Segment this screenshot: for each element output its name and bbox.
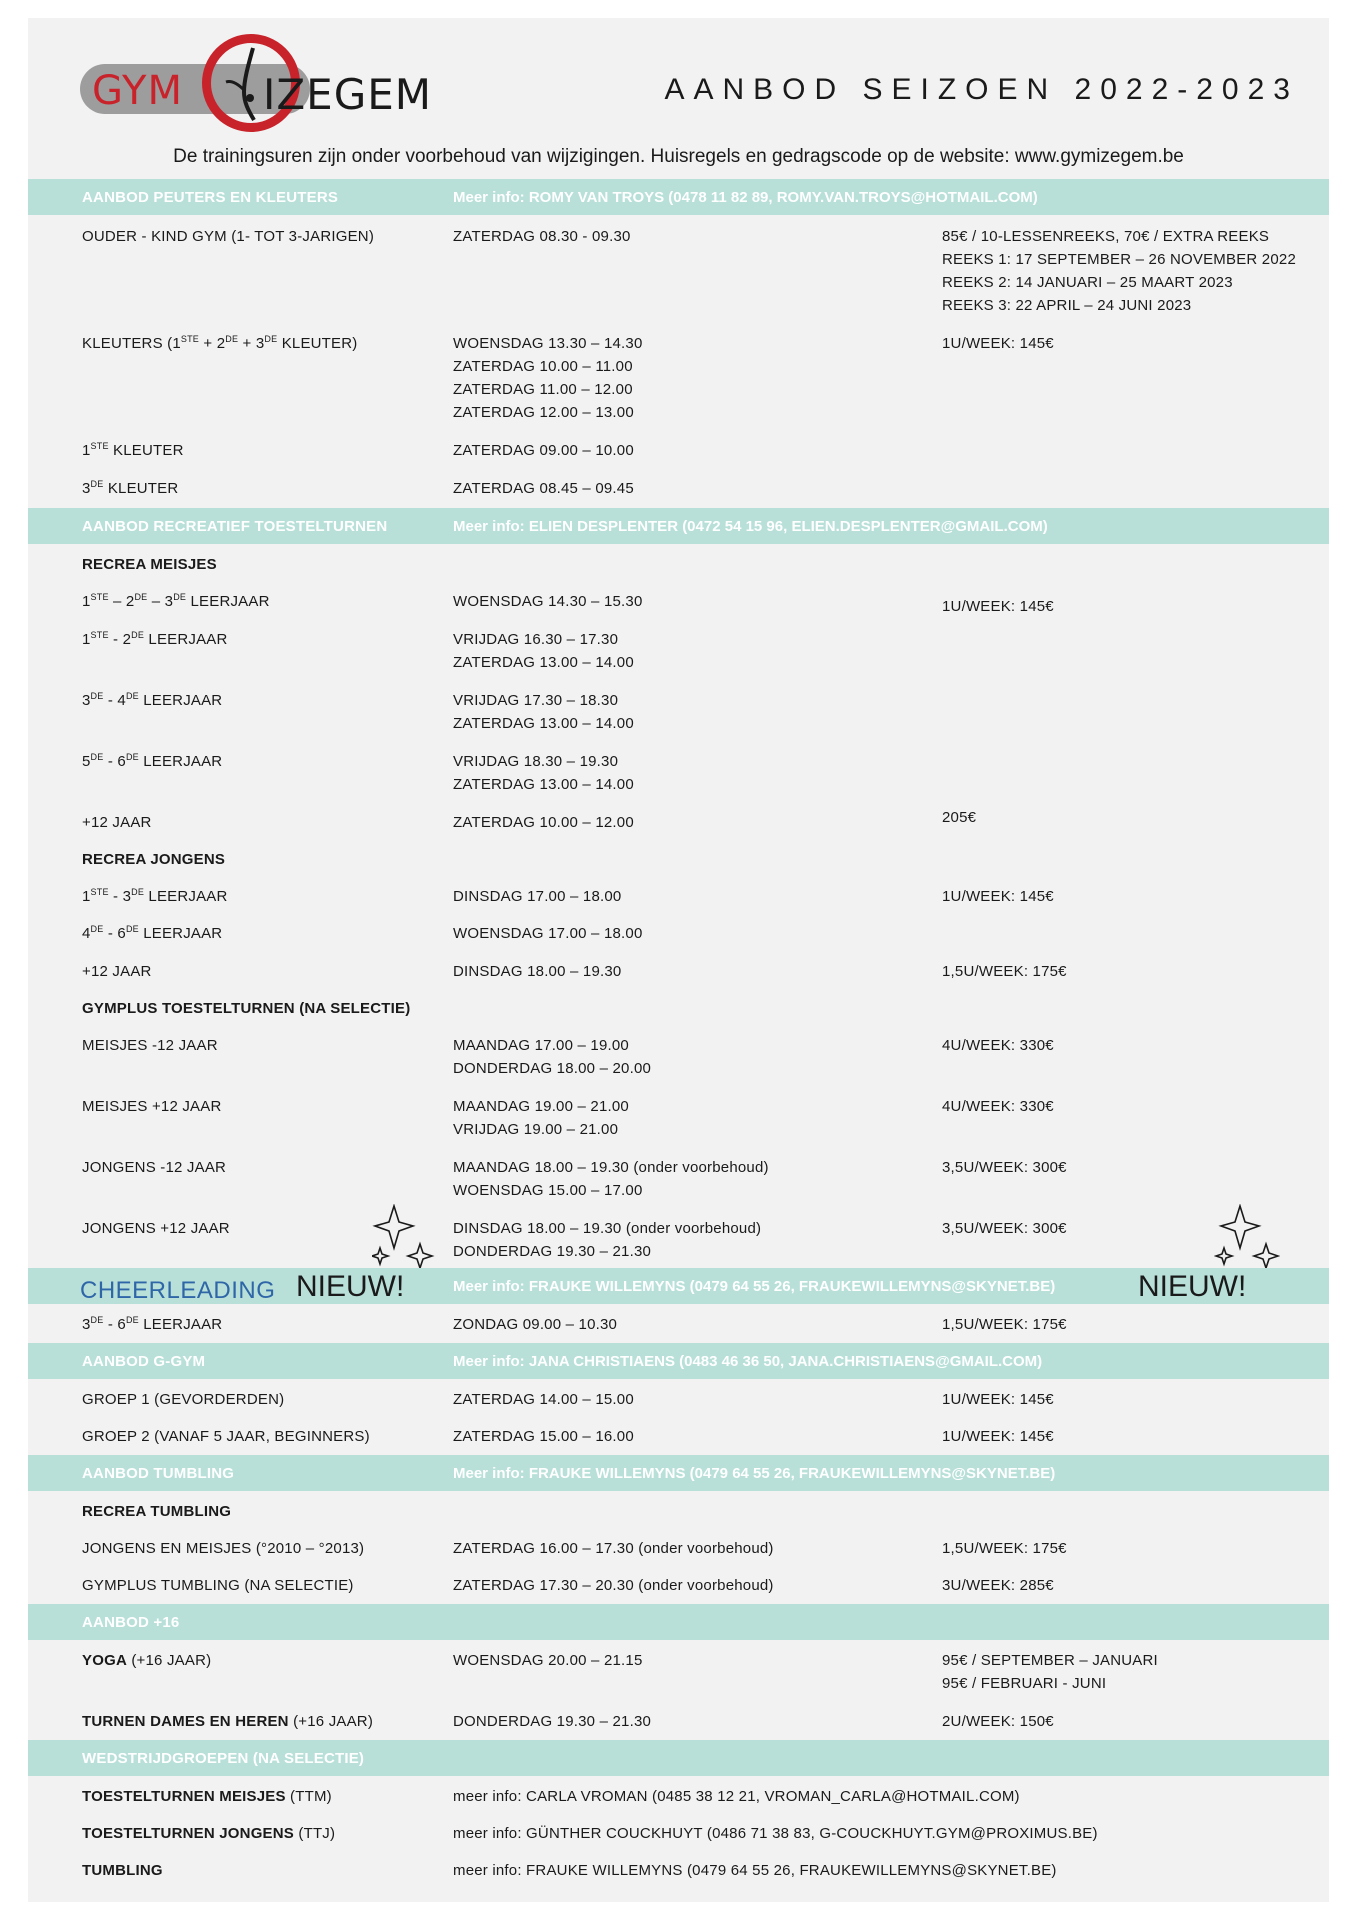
row-price: 3U/WEEK: 285€	[942, 1577, 1054, 1594]
price-line: 85€ / 10-LESSENREEKS, 70€ / EXTRA REEKS	[942, 228, 1270, 245]
section-title: AANBOD +16	[82, 1614, 180, 1631]
row-price: 1U/WEEK: 145€	[942, 1391, 1054, 1408]
row-name: JONGENS -12 JAAR	[82, 1159, 227, 1176]
row-name: 1STE - 2DE LEERJAAR	[82, 630, 228, 648]
row-time: ZATERDAG 09.00 – 10.00	[453, 442, 634, 459]
row-time: ZATERDAG 15.00 – 16.00	[453, 1428, 634, 1445]
new-badge: NIEUW!	[296, 1270, 405, 1303]
row-price: 1U/WEEK: 145€	[942, 1428, 1054, 1445]
row-name: MEISJES +12 JAAR	[82, 1098, 222, 1115]
section-band-recrea	[28, 508, 1329, 544]
row-price: 205€	[942, 809, 977, 826]
group-label: RECREA MEISJES	[82, 556, 217, 573]
section-band-wedstrijd	[28, 1740, 1329, 1776]
row-info: meer info: CARLA VROMAN (0485 38 12 21, VROMAN_CARLA@HOTMAIL.COM)	[453, 1788, 1020, 1805]
row-time: MAANDAG 18.00 – 19.30 (onder voorbehoud) WOENSDAG 15.00 – 17.00	[453, 1159, 769, 1199]
section-band-peuters	[28, 179, 1329, 215]
row-time: ZATERDAG 08.30 - 09.30	[453, 228, 631, 245]
sparkle-icon	[1214, 1204, 1280, 1274]
row-name: GYMPLUS TUMBLING (NA SELECTIE)	[82, 1577, 354, 1594]
section-title: CHEERLEADING	[80, 1277, 276, 1304]
row-name: MEISJES -12 JAAR	[82, 1037, 218, 1054]
section-band-plus16	[28, 1604, 1329, 1640]
row-price	[942, 225, 1296, 317]
row-time: DINSDAG 18.00 – 19.30 (onder voorbehoud) DONDERDAG 19.30 – 21.30	[453, 1220, 762, 1260]
row-name: 3DE - 6DE LEERJAAR	[82, 1315, 223, 1333]
intro-text: De trainingsuren zijn onder voorbehoud van wijzigingen. Huisregels en gedragscode op de website: www.gymizegem.be	[173, 146, 1184, 167]
row-price: 1U/WEEK: 145€	[942, 888, 1054, 905]
row-name: 4DE - 6DE LEERJAAR	[82, 924, 223, 942]
section-info: Meer info: ROMY VAN TROYS (0478 11 82 89, ROMY.VAN.TROYS@HOTMAIL.COM)	[453, 189, 1038, 206]
row-name: GROEP 2 (VANAF 5 JAAR, BEGINNERS)	[82, 1428, 370, 1445]
row-price: 1,5U/WEEK: 175€	[942, 1316, 1067, 1333]
row-name: OUDER - KIND GYM (1- TOT 3-JARIGEN)	[82, 228, 375, 245]
row-time: WOENSDAG 13.30 – 14.30 ZATERDAG 10.00 – 11.00 ZATERDAG 11.00 – 12.00 ZATERDAG 12.00 – 13.00	[453, 335, 643, 421]
row-price: 1,5U/WEEK: 175€	[942, 963, 1067, 980]
row-name: 3DE KLEUTER	[82, 479, 179, 497]
row-name: 3DE - 4DE LEERJAAR	[82, 691, 223, 709]
row-name: 5DE - 6DE LEERJAAR	[82, 752, 223, 770]
row-time: DINSDAG 18.00 – 19.30	[453, 963, 622, 980]
row-time: WOENSDAG 14.30 – 15.30	[453, 593, 643, 610]
row-price: 4U/WEEK: 330€	[942, 1037, 1054, 1054]
row-time: ZONDAG 09.00 – 10.30	[453, 1316, 618, 1333]
row-time: MAANDAG 17.00 – 19.00 DONDERDAG 18.00 – 20.00	[453, 1037, 652, 1077]
row-name: 1STE - 3DE LEERJAAR	[82, 887, 228, 905]
row-price: 3,5U/WEEK: 300€	[942, 1159, 1067, 1176]
row-time: DONDERDAG 19.30 – 21.30	[453, 1713, 652, 1730]
row-time: VRIJDAG 16.30 – 17.30 ZATERDAG 13.00 – 14.00	[453, 631, 634, 671]
row-name: KLEUTERS (1STE + 2DE + 3DE KLEUTER)	[82, 334, 358, 352]
row-name: TUMBLING	[82, 1862, 163, 1879]
row-name: TOESTELTURNEN MEISJES (TTM)	[82, 1788, 332, 1805]
section-title: AANBOD G-GYM	[82, 1353, 206, 1370]
group-label: RECREA JONGENS	[82, 851, 226, 868]
row-price: 1U/WEEK: 145€	[942, 335, 1054, 352]
section-band-ggym	[28, 1343, 1329, 1379]
section-info: Meer info: FRAUKE WILLEMYNS (0479 64 55 26, FRAUKEWILLEMYNS@SKYNET.BE)	[453, 1278, 1056, 1295]
group-label: RECREA TUMBLING	[82, 1503, 232, 1520]
row-time: VRIJDAG 18.30 – 19.30 ZATERDAG 13.00 – 14.00	[453, 753, 634, 793]
row-name: 1STE – 2DE – 3DE LEERJAAR	[82, 592, 270, 610]
row-price: 4U/WEEK: 330€	[942, 1098, 1054, 1115]
row-name: YOGA (+16 JAAR)	[82, 1652, 212, 1669]
section-title: AANBOD TUMBLING	[82, 1465, 235, 1482]
section-info: Meer info: FRAUKE WILLEMYNS (0479 64 55 26, FRAUKEWILLEMYNS@SKYNET.BE)	[453, 1465, 1056, 1482]
row-info: meer info: GÜNTHER COUCKHUYT (0486 71 38 83, G-COUCKHUYT.GYM@PROXIMUS.BE)	[453, 1825, 1098, 1842]
group-label: GYMPLUS TOESTELTURNEN (NA SELECTIE)	[82, 1000, 411, 1017]
price-line: REEKS 3: 22 APRIL – 24 JUNI 2023	[942, 297, 1192, 314]
row-time: MAANDAG 19.00 – 21.00 VRIJDAG 19.00 – 21.00	[453, 1098, 629, 1138]
row-time: ZATERDAG 17.30 – 20.30 (onder voorbehoud)	[453, 1577, 774, 1594]
row-info: meer info: FRAUKE WILLEMYNS (0479 64 55 26, FRAUKEWILLEMYNS@SKYNET.BE)	[453, 1862, 1057, 1879]
schedule-sheet	[28, 18, 1329, 1902]
row-price: 1,5U/WEEK: 175€	[942, 1540, 1067, 1557]
price-line: REEKS 2: 14 JANUARI – 25 MAART 2023	[942, 274, 1233, 291]
section-title: AANBOD RECREATIEF TOESTELTURNEN	[82, 518, 388, 535]
row-price: 2U/WEEK: 150€	[942, 1713, 1054, 1730]
row-name: +12 JAAR	[82, 814, 152, 831]
row-price: 3,5U/WEEK: 300€	[942, 1220, 1067, 1237]
section-title: AANBOD PEUTERS EN KLEUTERS	[82, 189, 339, 206]
section-band-cheerleading	[28, 1268, 1329, 1304]
section-info: Meer info: ELIEN DESPLENTER (0472 54 15 96, ELIEN.DESPLENTER@GMAIL.COM)	[453, 518, 1048, 535]
price-line: REEKS 1: 17 SEPTEMBER – 26 NOVEMBER 2022	[942, 251, 1296, 268]
logo-gym-text: GYM	[92, 68, 183, 114]
gym-izegem-logo	[80, 34, 460, 144]
logo-izegem-text: IZEGEM	[263, 70, 433, 119]
section-info: Meer info: JANA CHRISTIAENS (0483 46 36 50, JANA.CHRISTIAENS@GMAIL.COM)	[453, 1353, 1043, 1370]
row-name: TOESTELTURNEN JONGENS (TTJ)	[82, 1825, 336, 1842]
row-time: ZATERDAG 08.45 – 09.45	[453, 480, 634, 497]
row-price: 95€ / SEPTEMBER – JANUARI 95€ / FEBRUARI - JUNI	[942, 1652, 1158, 1692]
row-name: +12 JAAR	[82, 963, 152, 980]
section-title: WEDSTRIJDGROEPEN (NA SELECTIE)	[82, 1750, 365, 1767]
sparkle-icon	[372, 1204, 438, 1274]
season-title: AANBOD SEIZOEN 2022-2023	[664, 73, 1299, 106]
row-time: ZATERDAG 14.00 – 15.00	[453, 1391, 634, 1408]
row-name: JONGENS +12 JAAR	[82, 1220, 230, 1237]
row-name: TURNEN DAMES EN HEREN (+16 JAAR)	[82, 1713, 374, 1730]
row-time: ZATERDAG 10.00 – 12.00	[453, 814, 634, 831]
row-time: WOENSDAG 17.00 – 18.00	[453, 925, 643, 942]
row-name: GROEP 1 (GEVORDERDEN)	[82, 1391, 285, 1408]
section-band-tumbling	[28, 1455, 1329, 1491]
new-badge: NIEUW!	[1138, 1270, 1247, 1303]
row-time: ZATERDAG 16.00 – 17.30 (onder voorbehoud)	[453, 1540, 774, 1557]
row-price: 1U/WEEK: 145€	[942, 598, 1054, 615]
row-name: JONGENS EN MEISJES (°2010 – °2013)	[82, 1540, 365, 1557]
row-name: 1STE KLEUTER	[82, 441, 184, 459]
row-time: DINSDAG 17.00 – 18.00	[453, 888, 622, 905]
row-time: VRIJDAG 17.30 – 18.30 ZATERDAG 13.00 – 14.00	[453, 692, 634, 732]
row-time: WOENSDAG 20.00 – 21.15	[453, 1652, 643, 1669]
